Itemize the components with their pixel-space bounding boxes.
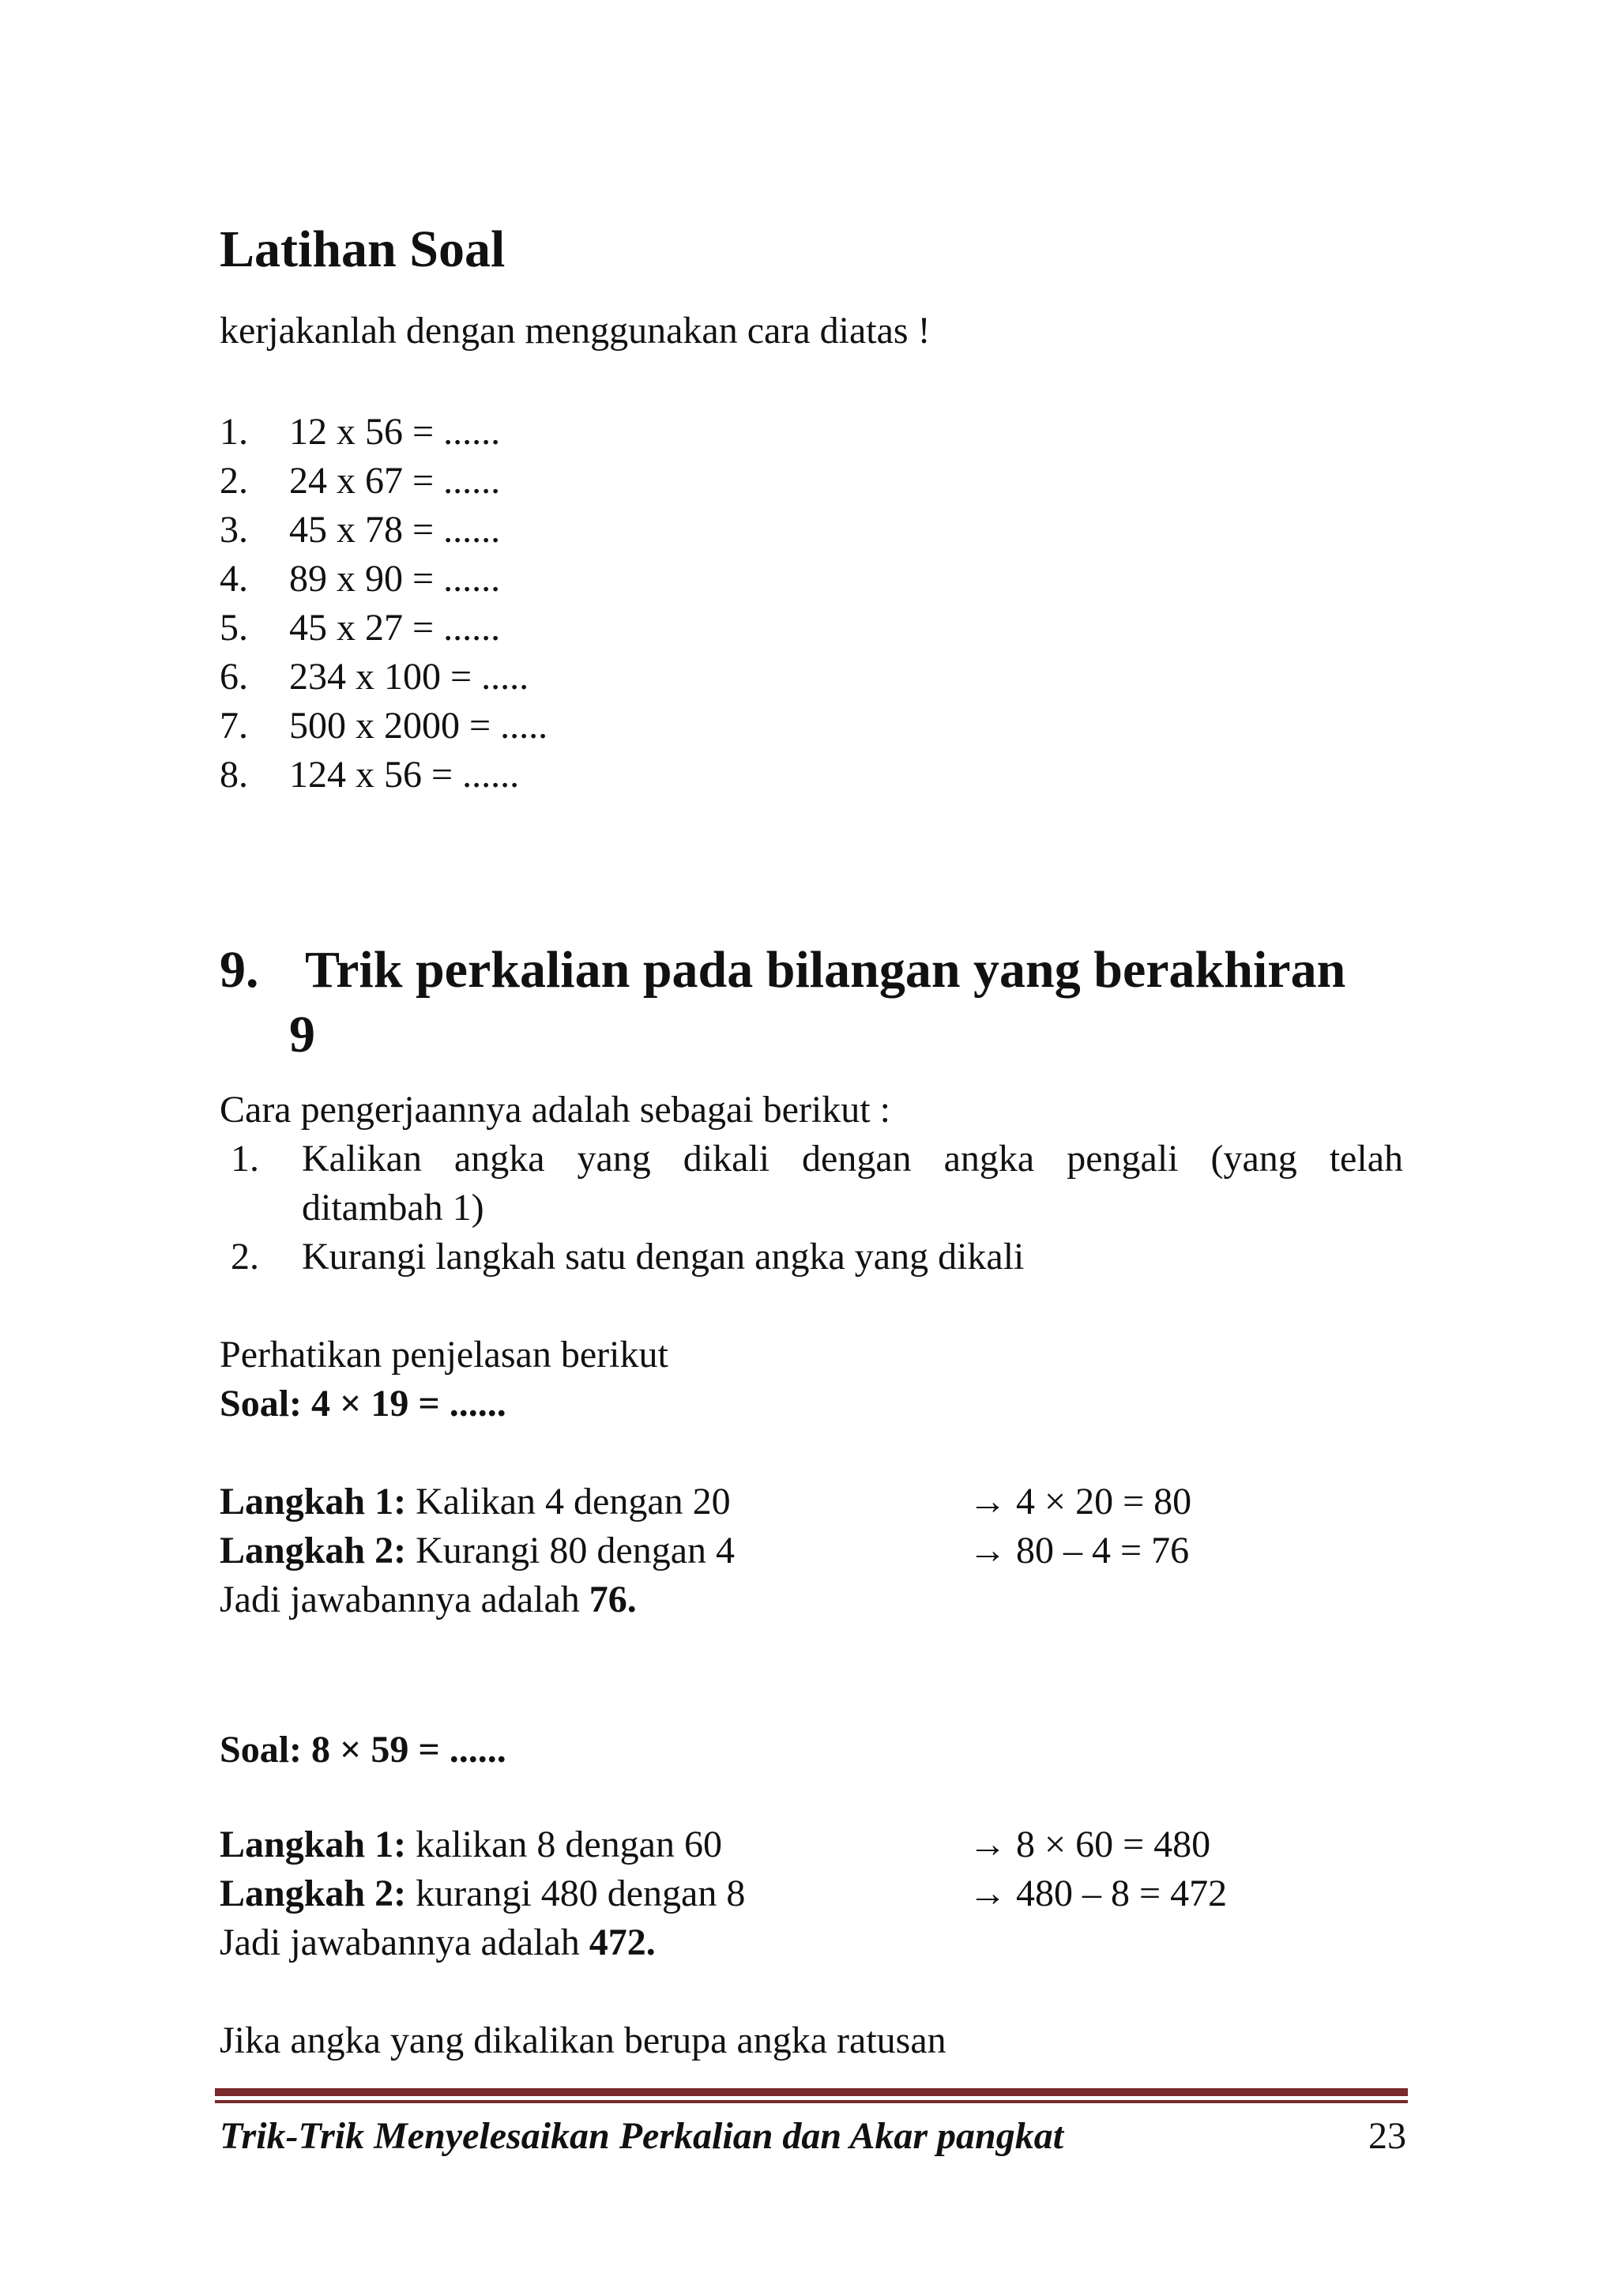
example2-step2-calc: → 480 – 8 = 472 [969, 1873, 1228, 1914]
example1-step1-calc: → 4 × 20 = 80 [969, 1481, 1192, 1523]
footer-rule-thin [215, 2100, 1408, 2103]
section-number: 9. [220, 941, 259, 999]
example1-answer [220, 1575, 637, 1624]
example2-step1-calc: → 8 × 60 = 480 [969, 1824, 1211, 1865]
answer-value: 472. [589, 1921, 656, 1963]
problem-expression: 89 x 90 = ...... [289, 558, 501, 600]
practice-instruction: kerjakanlah dengan menggunakan cara diatas ! [220, 310, 931, 352]
example1-step2 [220, 1526, 735, 1575]
step-label: Langkah 1: [220, 1824, 407, 1865]
list-number: 3. [220, 509, 248, 551]
problem-expression: 45 x 78 = ...... [289, 509, 501, 551]
step-text-continued: ditambah 1) [302, 1187, 484, 1229]
list-number: 8. [220, 754, 248, 796]
problem-expression: 12 x 56 = ...... [289, 411, 501, 453]
example2-answer [220, 1918, 656, 1967]
example2-problem: Soal: 8 × 59 = ...... [220, 1729, 506, 1771]
section-heading-continued: 9 [289, 1006, 315, 1063]
example2-step1 [220, 1820, 722, 1869]
step-text: Kurangi langkah satu dengan angka yang dikali [302, 1236, 1025, 1278]
page-number: 23 [1368, 2115, 1406, 2157]
answer-prefix: Jadi jawabannya adalah [220, 1921, 589, 1963]
list-number: 5. [220, 607, 248, 649]
step-description: Kurangi 80 dengan 4 [406, 1530, 735, 1571]
list-number: 1. [220, 411, 248, 453]
footer-rule-thick [215, 2088, 1408, 2096]
problem-expression: 45 x 27 = ...... [289, 607, 501, 649]
example1-step1 [220, 1477, 731, 1526]
problem-expression: 124 x 56 = ...... [289, 754, 520, 796]
answer-prefix: Jadi jawabannya adalah [220, 1579, 589, 1620]
problem-expression: 234 x 100 = ..... [289, 656, 529, 698]
example1-step2-calc: → 80 – 4 = 76 [969, 1530, 1190, 1571]
list-number: 4. [220, 558, 248, 600]
method-intro: Cara pengerjaannya adalah sebagai berikut : [220, 1089, 890, 1131]
list-number: 2. [231, 1236, 259, 1278]
footer-book-title: Trik-Trik Menyelesaikan Perkalian dan Akar pangkat [220, 2115, 1064, 2157]
problem-expression: 500 x 2000 = ..... [289, 705, 548, 747]
list-item [231, 1233, 1403, 1282]
step-description: kurangi 480 dengan 8 [406, 1873, 746, 1914]
explanation-intro: Perhatikan penjelasan berikut [220, 1334, 668, 1376]
step-text: Kalikan angka yang dikali dengan angka pengali (yang telah [302, 1138, 1403, 1180]
answer-value: 76. [589, 1579, 637, 1620]
step-label: Langkah 2: [220, 1530, 407, 1571]
step-description: Kalikan 4 dengan 20 [406, 1481, 731, 1523]
example1-problem: Soal: 4 × 19 = ...... [220, 1383, 506, 1425]
list-number: 7. [220, 705, 248, 747]
closing-text: Jika angka yang dikalikan berupa angka ratusan [220, 2019, 946, 2061]
problem-expression: 24 x 67 = ...... [289, 460, 501, 502]
section-heading: Trik perkalian pada bilangan yang berakhiran [305, 941, 1346, 999]
step-label: Langkah 1: [220, 1481, 407, 1523]
step-description: kalikan 8 dengan 60 [406, 1824, 722, 1865]
step-label: Langkah 2: [220, 1873, 407, 1914]
list-item [231, 1135, 1403, 1233]
list-number: 1. [231, 1138, 259, 1180]
example2-step2 [220, 1869, 745, 1918]
practice-title: Latihan Soal [220, 220, 506, 278]
list-number: 2. [220, 460, 248, 502]
list-number: 6. [220, 656, 248, 698]
method-steps [231, 1135, 1403, 1282]
